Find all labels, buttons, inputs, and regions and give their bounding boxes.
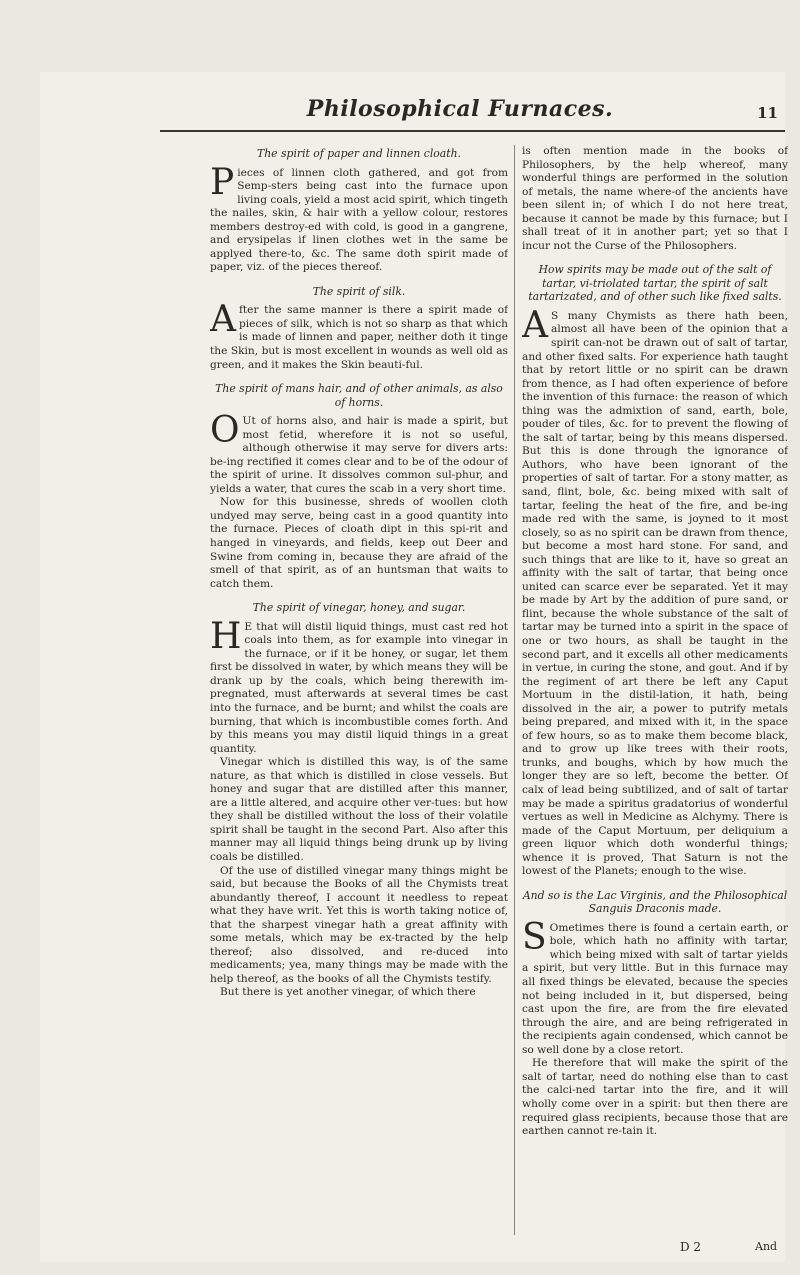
section-block: [522, 889, 788, 1139]
paragraph-text: ieces of linnen cloth gathered, and got from Semp-sters being cast into the furnace upon living coals, yield a most acid spirit, which tingeth the nailes, skin, & hair with a yellow colour, restores members destroy-ed with cold, is good in a gangrene, and erysipelas if linen clothes wet in the same be applyed there-to, &c. The same doth spirit made of paper, viz. of the pieces thereof.: [210, 166, 508, 274]
section-block: [522, 145, 788, 253]
section-block: [210, 382, 508, 591]
drop-cap: A: [210, 299, 236, 341]
column-divider: [514, 145, 515, 1235]
paragraph: [210, 496, 508, 591]
drop-cap: A: [522, 304, 548, 346]
paragraph-text: Of the use of distilled vinegar many things might be said, but because the Books of all the Chymists treat abundantly thereof, I account it needless to repeat what they have writ. Yet this is worth taking notice of, that the sharpest vinegar hath a great affinity with some metals, which may be ex-tracted by the help thereof; also dissolved, and re-duced into medicaments; yea, many things may be made with the help thereof, as the books of all the Chymists testify.: [210, 864, 508, 985]
paragraph-text: E that will distil liquid things, must cast red hot coals into them, as for example into vinegar in the furnace, or if it be honey, or sugar, let them first be dissolved in water, by which means they will be drank up by the coals, which being therewith im-pregnated, must afterwards at several times be cast into the furnace, and be burnt; and whilst the coals are burning, that which is incombustible comes forth. And by this means you may distil liquid things in a great quantity.: [210, 620, 508, 755]
drop-cap: S: [522, 916, 547, 958]
signature-mark: D 2: [680, 1240, 702, 1254]
paragraph: [522, 1057, 788, 1138]
page-number: 11: [757, 104, 778, 122]
left-column: [210, 145, 508, 1235]
drop-cap: O: [210, 410, 240, 452]
paragraph: [210, 615, 508, 756]
paragraph: [210, 865, 508, 987]
paragraph-text: But there is yet another vinegar, of which there: [220, 986, 476, 999]
section-heading: The spirit of vinegar, honey, and sugar.: [252, 601, 466, 615]
header-rule: [160, 130, 785, 132]
paragraph: [210, 299, 508, 372]
section-block: [210, 601, 508, 1000]
right-column: [522, 145, 788, 1235]
section-block: [210, 285, 508, 372]
paragraph-text: is often mention made in the books of Philosophers, by the help whereof, many wonderful things are performed in the solution of metals, the name where-of the ancients have been silent in; of which I do not here treat, because it cannot be made by this furnace; but I shall treat of it in another part; yet so that I incur not the Curse of the Philosophers.: [522, 145, 788, 252]
paragraph-text: Vinegar which is distilled this way, is of the same nature, as that which is distilled in close vessels. But honey and sugar that are distilled after this manner, are a little altered, and acquire other ver-tues: but how they shall be distilled without the loss of their volatile spirit shall be taught in the second Part. Also after this manner may all liquid things being drunk up by living coals be distilled.: [210, 756, 508, 864]
section-block: [522, 263, 788, 878]
paragraph-text: He therefore that will make the spirit of the salt of tartar, need do nothing else than to cast the calci-ned tartar into the fire, and it will wholly come over in a spirit: but then there are required glass recipients, because those that are earthen cannot re-tain it.: [522, 1057, 788, 1138]
paragraph: [522, 916, 788, 1057]
section-heading: How spirits may be made out of the salt of tartar, vi-triolated tartar, the spirit of salt tartarizated, and of other such like fixed salts.: [528, 263, 782, 304]
paragraph-text: Ut of horns also, and hair is made a spirit, but most fetid, wherefore it is not so useful, although otherwise it may serve for divers arts: be-ing rectified it comes clear and to be of the odour of the spirit of urine. It dissolves common sul-phur, and yields a water, that cures the scab in a very short time.: [210, 415, 508, 495]
paragraph-text: fter the same manner is there a spirit made of pieces of silk, which is not so sharp as that which is made of linnen and paper, neither doth it tinge the Skin, but is most excellent in wounds as well old as green, and it makes the Skin beauti-ful.: [210, 304, 508, 371]
page-title: Philosophical Furnaces.: [306, 96, 614, 122]
section-heading: And so is the Lac Virginis, and the Philosophical Sanguis Draconis made.: [522, 888, 788, 916]
running-header: [160, 96, 800, 138]
paragraph-text: S many Chymists as there hath been, almost all have been of the opinion that a spirit can-not be drawn out of salt of tartar, and other fixed salts. For experience hath taught that by retort little or no spirit can be drawn from thence, as I had often experience of before the invention of this furnace: the reason of which thing was the admixtion of sand, earth, bole, pouder of tiles, &c. for to prevent the flowing of the salt of tartar, being by this means dispersed. But this is done through the ignorance of Authors, who have been ignorant of the properties of salt of tartar. For a stony matter, as sand, flint, bole, &c. being mixed with salt of tartar, feeling the heat of the fire, and be-ing made red with the same, is joyned to it most closely, so as no spirit can be drawn from thence, but become a most hard stone. For sand, and such things that are like to it, have so great an affinity with the salt of tartar, that being once united can scarce ever be separated. Yet it may be made by Art by the addition of pure sand, or flint, because the whole substance of the salt of tartar may be turned into a spirit in the space of one or two hours, as shall be taught in the second part, and it excells all other medicaments in vertue, in curing the stone, and gout. And if by the regiment of art there be left any Caput Mortuum in the distil-lation, it hath, being dissolved in the air, a power to putrify metals being prepared, and mixed with it, in the space of few hours, so as to make them become black, and to grow up like trees with their roots, trunks, and boughs, which by how much the longer they are so left, become the better. Of calx of lead being subtilized, and of salt of tartar may be made a spiritus gradatorius of wonderful vertues as well in Medicine as Alchymy. There is made of the Caput Mortuum, per deliquium a green liquor which doth wonderful things; whence it is proved, That Saturn is not the lowest of the Planets; enough to the wise.: [522, 309, 788, 878]
paragraph-text: Ometimes there is found a certain earth, or bole, which hath no affinity with tartar, which being mixed with salt of tartar yields a spirit, but very little. But in this furnace may all fixed things be elevated, because the species not being included in it, but dispersed, being cast upon the fire, are from the fire elevated through the aire, and are being refrigerated in the recipients again condensed, which cannot be so well done by a close retort.: [522, 921, 788, 1056]
section-heading: The spirit of mans hair, and of other animals, as also of horns.: [215, 382, 503, 409]
drop-cap: H: [210, 615, 242, 657]
drop-cap: P: [210, 161, 235, 203]
paragraph: [210, 756, 508, 864]
paragraph: [522, 304, 788, 879]
paragraph: [522, 145, 788, 253]
section-block: [210, 147, 508, 275]
paragraph: [210, 986, 508, 1000]
catchword: And: [755, 1240, 778, 1253]
paragraph: [210, 410, 508, 496]
section-heading: The spirit of paper and linnen cloath.: [257, 147, 461, 160]
paragraph-text: Now for this businesse, shreds of woollen cloth undyed may serve, being cast in a good quantity into the furnace. Pieces of cloath dipt in this spi-rit and hanged in vineyards, and fields, keep out Deer and Swine from coming in, because they are afraid of the smell of that spirit, as of an huntsman that waits to catch them.: [210, 496, 508, 590]
section-heading: The spirit of silk.: [312, 284, 406, 298]
paragraph: [210, 161, 508, 275]
